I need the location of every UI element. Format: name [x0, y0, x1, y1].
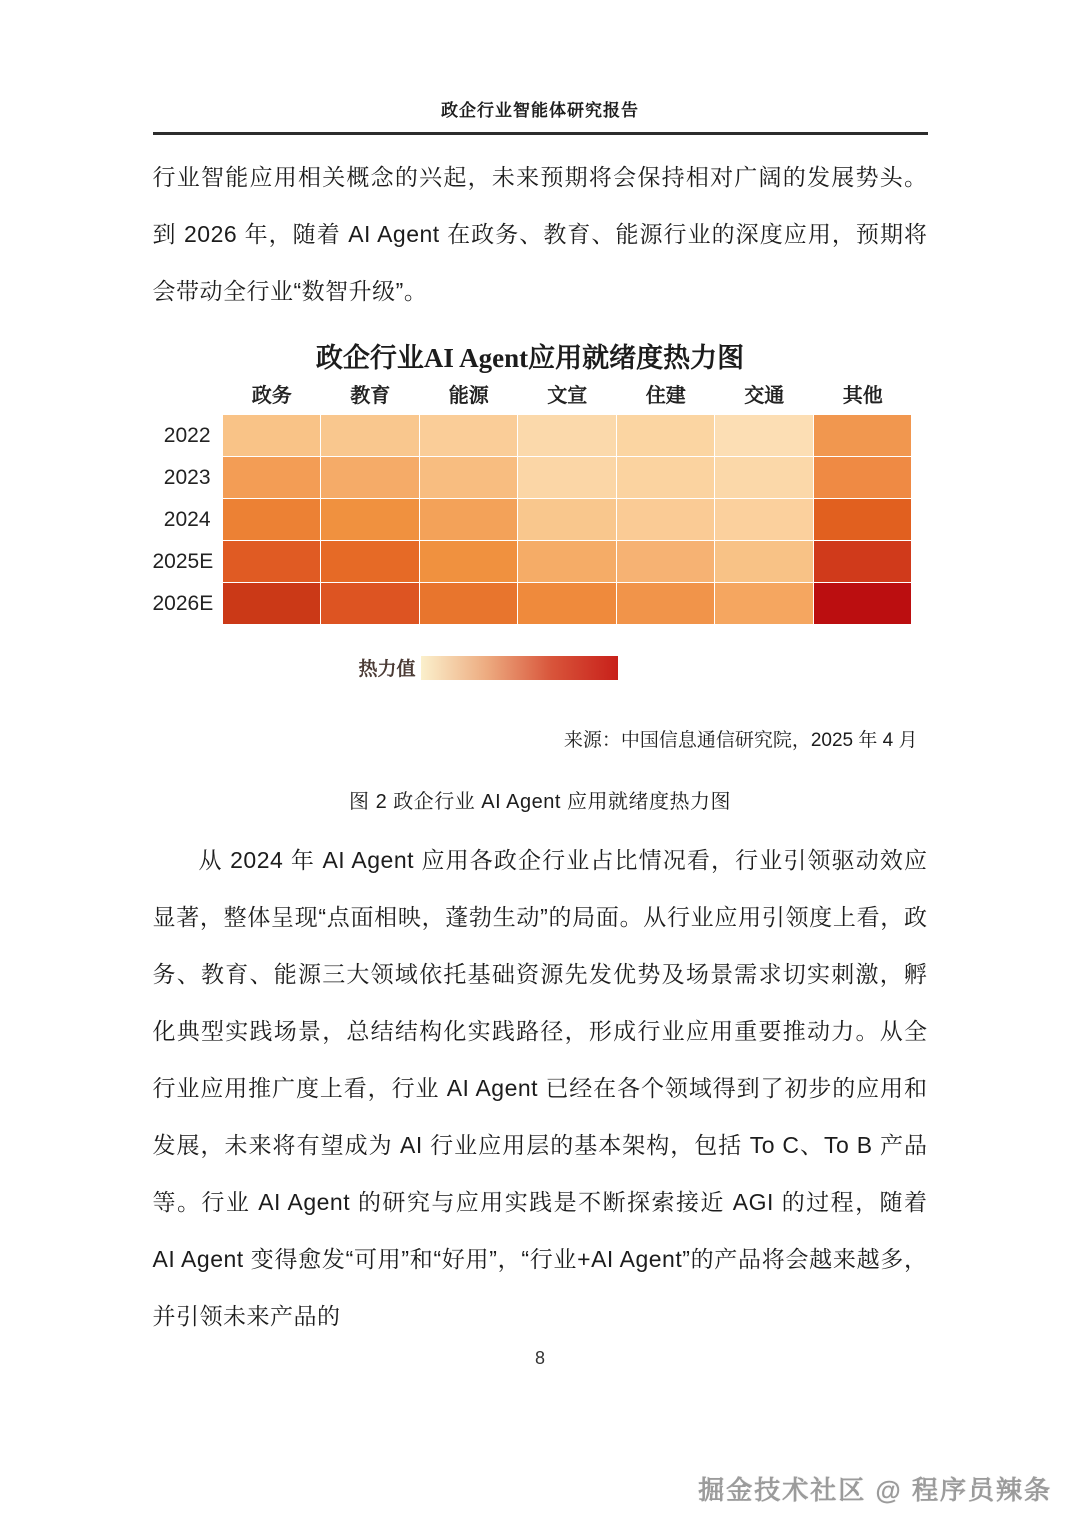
heatmap-cell: [321, 415, 420, 457]
heatmap-cell: [814, 457, 913, 499]
heatmap-cell: [223, 415, 322, 457]
heatmap-cell: [715, 583, 814, 625]
chart-title: 政企行业AI Agent应用就绪度热力图: [315, 343, 745, 373]
heatmap-cell: [420, 415, 519, 457]
heatmap-cell: [814, 583, 913, 625]
heatmap-column-header: 能源: [448, 385, 489, 407]
figure-caption: 图 2 政企行业 AI Agent 应用就绪度热力图: [349, 791, 731, 813]
heatmap-cell: [715, 541, 814, 583]
content-column: [153, 0, 928, 1345]
heatmap-row-label: 2023: [163, 466, 211, 489]
heatmap-cell: [223, 457, 322, 499]
heatmap-column-header: 其他: [842, 385, 883, 407]
heatmap-corner: [153, 408, 223, 415]
heatmap-cell: [420, 457, 519, 499]
heatmap-cell: [223, 583, 322, 625]
heatmap-cell: [715, 415, 814, 457]
heatmap-cell: [617, 541, 716, 583]
page-number: 8: [534, 1348, 545, 1368]
heatmap-cell: [321, 499, 420, 541]
paragraph-intro: 行业智能应用相关概念的兴起，未来预期将会保持相对广阔的发展势头。到 2026 年，随着 AI Agent 在政务、教育、能源行业的深度应用，预期将会带动全行业“数智升级”。: [152, 164, 928, 304]
heatmap-cell: [321, 457, 420, 499]
figure-source: 来源：中国信息通信研究院，2025 年 4 月: [563, 730, 918, 751]
heatmap-column-header: 交通: [744, 385, 785, 407]
heatmap-cell: [321, 541, 420, 583]
watermark: 掘金技术社区 @ 程序员辣条: [698, 1475, 1052, 1505]
heatmap-cell: [321, 583, 420, 625]
heatmap-column-header: 教育: [350, 385, 391, 407]
heatmap-legend: [359, 654, 928, 681]
heatmap-cell: [617, 583, 716, 625]
heatmap-cell: [518, 415, 617, 457]
heatmap-cell: [518, 583, 617, 625]
heatmap-cell: [715, 499, 814, 541]
heatmap-cell: [617, 415, 716, 457]
heatmap-column-header: 住建: [645, 385, 686, 407]
heatmap-cell: [518, 541, 617, 583]
heatmap-figure: [153, 336, 928, 681]
heatmap-cell: [814, 499, 913, 541]
heatmap-row-label: 2025E: [152, 550, 214, 573]
paragraph-analysis: 从 2024 年 AI Agent 应用各政企行业占比情况看，行业引领驱动效应显著，整体呈现“点面相映，蓬勃生动”的局面。从行业应用引领度上看，政务、教育、能源三大领域依托基础资源先发优势及场景需求切实刺激，孵化典型实践场景，总结结构化实践路径，形成行业应用重要推动力。从全行业应用推广度上看，行业 AI Agent 已经在各个领域得到了初步的应用和发展，未来将有望成为 AI 行业应用层的基本架构，包括 To C、To B 产品等。行业 AI Agent 的研究与应用实践是不断探索接近 AGI 的过程，随着 AI Agent 变得愈发“可用”和“好用”，“行业+AI Agent”的产品将会越来越多，并引领未来产品的: [152, 847, 928, 1329]
heatmap-cell: [420, 499, 519, 541]
heatmap-grid: [153, 381, 928, 625]
legend-gradient-bar: [421, 656, 618, 680]
heatmap-column-header: 文宣: [547, 385, 588, 407]
heatmap-cell: [420, 583, 519, 625]
heatmap-cell: [617, 499, 716, 541]
heatmap-cell: [420, 541, 519, 583]
page-header: [153, 0, 928, 135]
heatmap-column-header: 政务: [251, 385, 292, 407]
heatmap-cell: [518, 499, 617, 541]
heatmap-row-label: 2022: [163, 424, 211, 447]
report-title: 政企行业智能体研究报告: [441, 101, 639, 120]
heatmap-cell: [617, 457, 716, 499]
heatmap-cell: [715, 457, 814, 499]
heatmap-cell: [223, 541, 322, 583]
heatmap-cell: [814, 415, 913, 457]
heatmap-row-label: 2026E: [152, 592, 214, 615]
heatmap-cell: [518, 457, 617, 499]
heatmap-cell: [814, 541, 913, 583]
legend-label: 热力值: [358, 659, 416, 680]
heatmap-cell: [223, 499, 322, 541]
heatmap-row-label: 2024: [163, 508, 211, 531]
